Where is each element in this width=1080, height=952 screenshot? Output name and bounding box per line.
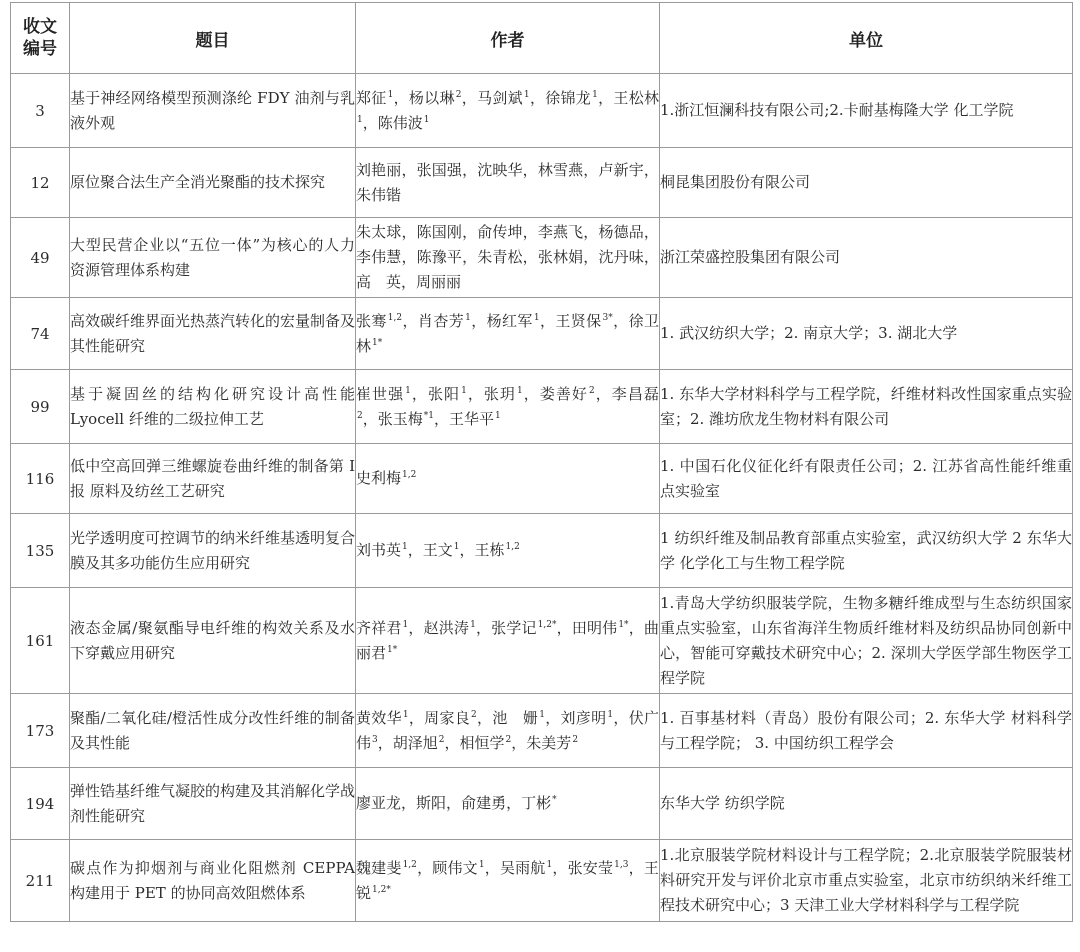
table-row <box>11 768 1073 840</box>
author-name: 池 姗 <box>492 708 539 727</box>
cell-title: 原位聚合法生产全消光聚酯的技术探究 <box>70 148 356 218</box>
cell-id: 211 <box>11 840 70 922</box>
author-affiliation-mark: 1 <box>357 114 363 125</box>
author-name: 王锐 <box>356 858 659 902</box>
author-name: 杨红军 <box>486 311 533 330</box>
cell-authors: 刘书英$^1$，王文$^1$，王栋$^{1,2}$ <box>356 514 660 588</box>
cell-authors: 黄效华$^1$，周家良$^2$，池 姗$^1$，刘彦明$^1$，伏广伟$^3$，胡泽旭$^2$，相恒学$^2$，朱美芳$^2$ <box>356 694 660 768</box>
author-affiliation-mark: 1 <box>592 89 598 100</box>
author-affiliation-mark: 1 <box>402 709 409 720</box>
paper-list-table <box>10 2 1073 922</box>
author-name: 伏广伟 <box>356 708 659 752</box>
author-affiliation-mark: 1 <box>533 312 540 323</box>
cell-title: 碳点作为抑烟剂与商业化阻燃剂 CEPPA 构建用于 PET 的协同高效阻燃体系 <box>70 840 356 922</box>
cell-authors: 齐祥君$^1$，赵洪涛$^1$，张学记$^{1,2*}$，田明伟$^{1*}$，曲丽君$^{1*}$ <box>356 588 660 694</box>
author-name: 林雪燕 <box>537 160 584 179</box>
cell-units: 东华大学 纺织学院 <box>660 768 1073 840</box>
author-name: 王松林 <box>613 88 659 107</box>
author-name: 曲丽君 <box>356 618 659 662</box>
author-name: 陈国刚 <box>416 223 463 241</box>
author-name: 李昌磊 <box>611 384 659 403</box>
author-name: 沈丹味 <box>598 248 644 266</box>
author-affiliation-mark: 1* <box>372 337 383 348</box>
author-name: 俞传坤 <box>477 223 523 241</box>
author-name: 崔世强 <box>356 384 405 403</box>
header-id-line1: 收文 <box>23 17 57 37</box>
cell-id: 3 <box>11 74 70 148</box>
author-name: 刘书英 <box>356 541 402 559</box>
author-affiliation-mark: 1 <box>516 385 523 396</box>
cell-title: 液态金属/聚氨酯导电纤维的构效关系及水下穿戴应用研究 <box>70 588 356 694</box>
cell-id: 135 <box>11 514 70 588</box>
author-name: 陈豫平 <box>416 248 463 266</box>
author-affiliation-mark: 1* <box>387 644 398 655</box>
author-name: 斯阳 <box>416 794 447 812</box>
cell-units: 1.北京服装学院材料设计与工程学院；2.北京服装学院服装材料研究开发与评价北京市重点实验室，北京市纺织纳米纤维工程技术研究中心；3 天津工业大学材料科学与工程学院 <box>660 840 1073 922</box>
table-row <box>11 444 1073 514</box>
author-name: 史利梅 <box>356 469 402 487</box>
author-affiliation-mark: 1,2* <box>372 884 391 895</box>
cell-id: 116 <box>11 444 70 514</box>
author-affiliation-mark: 1,2* <box>537 619 557 630</box>
author-affiliation-mark: 1 <box>461 385 467 396</box>
table-row <box>11 514 1073 588</box>
cell-title: 高效碳纤维界面光热蒸汽转化的宏量制备及其性能研究 <box>70 298 356 370</box>
author-name: 张玥 <box>483 384 516 403</box>
author-name: 高 英 <box>356 273 402 291</box>
author-name: 卢新宇 <box>598 160 644 179</box>
cell-units: 1. 武汉纺织大学；2. 南京大学；3. 湖北大学 <box>660 298 1073 370</box>
cell-units: 浙江荣盛控股集团有限公司 <box>660 218 1073 298</box>
author-affiliation-mark: 1 <box>387 89 394 100</box>
author-name: 周丽丽 <box>416 273 462 291</box>
table-row <box>11 588 1073 694</box>
author-affiliation-mark: 1 <box>465 312 471 323</box>
cell-authors: 郑征$^1$，杨以琳$^2$，马剑斌$^1$，徐锦龙$^1$，王松林$^1$，陈伟波$^1$ <box>356 74 660 148</box>
author-name: 朱太球 <box>356 223 402 241</box>
cell-id: 173 <box>11 694 70 768</box>
cell-units: 1. 中国石化仪征化纤有限责任公司；2. 江苏省高性能纤维重点实验室 <box>660 444 1073 514</box>
cell-authors: 崔世强$^1$，张阳$^1$，张玥$^1$，娄善好$^2$，李昌磊$^2$，张玉梅$^{*1}$，王华平$^1$ <box>356 370 660 444</box>
author-affiliation-mark: 2 <box>471 709 477 720</box>
cell-units: 1.浙江恒澜科技有限公司;2.卡耐基梅隆大学 化工学院 <box>660 74 1073 148</box>
author-name: 王文 <box>422 541 453 559</box>
author-affiliation-mark: *1 <box>423 410 434 421</box>
author-name: 朱美芳 <box>526 733 572 752</box>
cell-units: 1.青岛大学纺织服装学院，生物多糖纤维成型与生态纺织国家重点实验室，山东省海洋生物质纤维材料及纺织品协同创新中心，智能可穿戴技术研究中心；2. 深圳大学医学部生物医学工程学院 <box>660 588 1073 694</box>
author-affiliation-mark: 1,2 <box>387 312 403 323</box>
cell-title: 光学透明度可控调节的纳米纤维基透明复合膜及其多功能仿生应用研究 <box>70 514 356 588</box>
author-name: 胡泽旭 <box>392 733 438 752</box>
author-name: 马剑斌 <box>477 88 523 107</box>
author-name: 张玉梅 <box>377 409 423 428</box>
author-name: 陈伟波 <box>377 113 423 132</box>
cell-authors: 廖亚龙，斯阳，俞建勇，丁彬* <box>356 768 660 840</box>
cell-authors: 张骞$^{1,2}$，肖杏芳$^1$，杨红军$^1$，王贤保$^{3*}$，徐卫林$^{1*}$ <box>356 298 660 370</box>
author-name: 朱青松 <box>477 248 523 266</box>
author-name: 徐锦龙 <box>545 88 592 107</box>
author-affiliation-mark: 2 <box>357 410 363 421</box>
author-name: 杨德品 <box>598 223 644 241</box>
author-affiliation-mark: 1 <box>470 619 476 630</box>
cell-units: 桐昆集团股份有限公司 <box>660 148 1073 218</box>
author-affiliation-mark: 1* <box>618 619 629 630</box>
cell-title: 弹性锆基纤维气凝胶的构建及其消解化学战剂性能研究 <box>70 768 356 840</box>
header-id-line2: 编号 <box>23 39 57 59</box>
author-affiliation-mark: 1 <box>405 385 411 396</box>
author-name: 张学记 <box>491 618 537 637</box>
author-name: 相恒学 <box>459 733 505 752</box>
author-affiliation-mark: 1,3 <box>614 859 629 870</box>
author-affiliation-mark: 1 <box>539 709 545 720</box>
author-name: 俞建勇 <box>461 794 507 812</box>
cell-authors: 朱太球，陈国刚，俞传坤，李燕飞，杨德品，李伟慧，陈豫平，朱青松，张林娟，沈丹味，高 英，周丽丽 <box>356 218 660 298</box>
table-row <box>11 840 1073 922</box>
cell-title: 大型民营企业以“五位一体”为核心的人力资源管理体系构建 <box>70 218 356 298</box>
author-affiliation-mark: 1 <box>607 709 614 720</box>
cell-title: 低中空高回弹三维螺旋卷曲纤维的制备第 I 报 原料及纺丝工艺研究 <box>70 444 356 514</box>
cell-title: 聚酯/二氧化硅/橙活性成分改性纤维的制备及其性能 <box>70 694 356 768</box>
table-body <box>11 74 1073 922</box>
cell-id: 194 <box>11 768 70 840</box>
author-affiliation-mark: 1 <box>523 89 530 100</box>
author-name: 张安莹 <box>567 858 614 877</box>
cell-id: 74 <box>11 298 70 370</box>
header-units: 单位 <box>660 3 1073 74</box>
table-header-row <box>11 3 1073 74</box>
author-name: 娄善好 <box>539 384 588 403</box>
author-name: 李伟慧 <box>356 248 402 266</box>
author-name: 朱伟锴 <box>356 185 402 204</box>
author-affiliation-mark: 1,2 <box>402 470 417 480</box>
author-affiliation-mark: 1 <box>495 410 501 421</box>
author-name: 张林娟 <box>537 248 584 266</box>
author-name: 沈映华 <box>477 160 523 179</box>
cell-title: 基于神经网络模型预测涤纶 FDY 油剂与乳液外观 <box>70 74 356 148</box>
cell-title: 基于凝固丝的结构化研究设计高性能 Lyocell 纤维的二级拉伸工艺 <box>70 370 356 444</box>
author-name: 黄效华 <box>356 708 402 727</box>
table-row <box>11 148 1073 218</box>
author-affiliation-mark: 2 <box>505 734 512 745</box>
cell-units: 1. 东华大学材料科学与工程学院，纤维材料改性国家重点实验室；2. 潍坊欣龙生物材料有限公司 <box>660 370 1073 444</box>
author-name: 田明伟 <box>571 618 618 637</box>
table-row <box>11 218 1073 298</box>
cell-authors: 魏建斐$^{1,2}$，顾伟文$^1$，吴雨航$^1$，张安莹$^{1,3}$，王锐$^{1,2*}$ <box>356 840 660 922</box>
header-authors: 作者 <box>356 3 660 74</box>
author-name: 张骞 <box>356 311 387 330</box>
author-name: 王贤保 <box>555 311 602 330</box>
author-affiliation-mark: 1,2 <box>402 859 417 870</box>
author-name: 李燕飞 <box>537 223 584 241</box>
author-name: 赵洪涛 <box>423 618 470 637</box>
author-affiliation-mark: 1 <box>423 114 430 125</box>
cell-authors: 刘艳丽，张国强，沈映华，林雪燕，卢新宇，朱伟锴 <box>356 148 660 218</box>
cell-units: 1. 百事基材料（青岛）股份有限公司；2. 东华大学 材料科学与工程学院； 3. 中国纺织工程学会 <box>660 694 1073 768</box>
cell-units: 1 纺织纤维及制品教育部重点实验室，武汉纺织大学 2 东华大学 化学化工与生物工程学院 <box>660 514 1073 588</box>
author-affiliation-mark: 1 <box>546 859 553 870</box>
author-affiliation-mark: 3* <box>602 312 613 323</box>
author-name: 丁彬 <box>521 794 552 812</box>
author-name: 徐卫林 <box>356 311 659 355</box>
author-name: 魏建斐 <box>356 858 402 877</box>
cell-id: 99 <box>11 370 70 444</box>
table-row <box>11 298 1073 370</box>
author-affiliation-mark: 2 <box>588 385 595 396</box>
author-name: 顾伟文 <box>432 858 478 877</box>
header-title: 题目 <box>70 3 356 74</box>
author-name: 齐祥君 <box>356 618 402 637</box>
table-row <box>11 74 1073 148</box>
author-name: 吴雨航 <box>499 858 546 877</box>
author-affiliation-mark: 1 <box>453 542 460 552</box>
table-row <box>11 370 1073 444</box>
author-name: 肖杏芳 <box>417 311 465 330</box>
author-name: 张阳 <box>427 384 461 403</box>
author-name: 刘艳丽 <box>356 160 402 179</box>
author-affiliation-mark: 1 <box>402 542 408 552</box>
author-affiliation-mark: 2 <box>455 89 462 100</box>
author-name: 王华平 <box>449 409 495 428</box>
author-name: 杨以琳 <box>408 88 455 107</box>
author-name: 王栋 <box>474 541 505 559</box>
author-affiliation-mark: 3 <box>372 734 378 745</box>
author-affiliation-mark: 2 <box>438 734 445 745</box>
author-name: 廖亚龙 <box>356 794 402 812</box>
cell-id: 12 <box>11 148 70 218</box>
cell-id: 49 <box>11 218 70 298</box>
cell-authors <box>356 444 660 514</box>
author-name: 刘彦明 <box>560 708 607 727</box>
author-name: 张国强 <box>416 160 463 179</box>
author-affiliation-mark: 1 <box>402 619 409 630</box>
author-name: 周家良 <box>424 708 471 727</box>
header-id <box>11 3 70 74</box>
author-affiliation-mark: * <box>552 795 557 805</box>
author-affiliation-mark: 1 <box>478 859 485 870</box>
author-affiliation-mark: 1,2 <box>505 542 520 552</box>
table-row <box>11 694 1073 768</box>
author-affiliation-mark: 2 <box>572 734 579 745</box>
author-name: 郑征 <box>356 88 387 107</box>
cell-id: 161 <box>11 588 70 694</box>
